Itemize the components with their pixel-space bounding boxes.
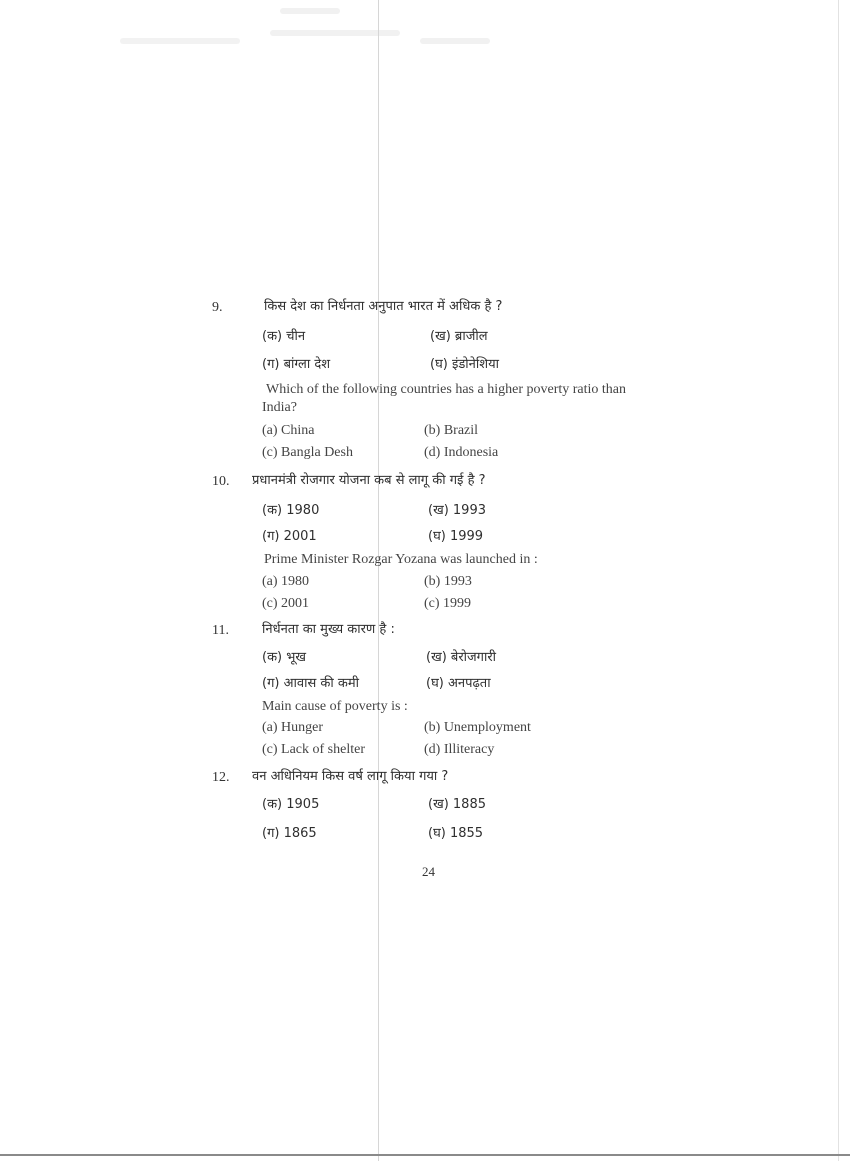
- hindi-option-c: (ग) 2001: [262, 529, 317, 544]
- english-option-a: (a) China: [262, 423, 315, 438]
- page-edge-right: [838, 0, 839, 1161]
- english-option-c: (c) Bangla Desh: [262, 445, 353, 460]
- english-question-line-1: Main cause of poverty is :: [262, 699, 408, 714]
- english-option-c: (c) 2001: [262, 596, 310, 611]
- english-option-b: (b) Unemployment: [424, 720, 531, 735]
- english-option-a: (a) Hunger: [262, 720, 324, 735]
- hindi-option-c: (ग) 1865: [262, 826, 317, 841]
- english-question-line-1: Which of the following countries has a higher poverty ratio than: [266, 382, 627, 397]
- hindi-question: प्रधानमंत्री रोजगार योजना कब से लागू की गई है ?: [252, 473, 486, 488]
- hindi-option-a: (क) चीन: [262, 329, 306, 344]
- hindi-option-a: (क) 1905: [262, 797, 320, 812]
- question-number: 9.: [212, 300, 223, 315]
- hindi-option-a: (क) भूख: [262, 650, 307, 665]
- hindi-option-c: (ग) बांग्ला देश: [262, 357, 331, 372]
- question-number: 11.: [212, 623, 229, 638]
- hindi-option-d: (घ) 1999: [428, 529, 484, 544]
- english-option-b: (b) 1993: [424, 574, 472, 589]
- page-edge-bottom: [0, 1154, 850, 1156]
- hindi-option-b: (ख) 1885: [428, 797, 486, 812]
- hindi-option-b: (ख) बेरोजगारी: [426, 650, 497, 665]
- english-option-d: (d) Indonesia: [424, 445, 499, 460]
- english-option-d: (c) 1999: [424, 596, 472, 611]
- question-number: 10.: [212, 474, 230, 489]
- english-option-c: (c) Lack of shelter: [262, 742, 365, 757]
- english-option-a: (a) 1980: [262, 574, 310, 589]
- english-option-d: (d) Illiteracy: [424, 742, 495, 757]
- bleed-through-marks: [120, 0, 500, 55]
- hindi-question: किस देश का निर्धनता अनुपात भारत में अधिक है ?: [264, 299, 503, 314]
- hindi-option-d: (घ) अनपढ़ता: [426, 676, 491, 691]
- hindi-option-d: (घ) इंडोनेशिया: [430, 357, 499, 372]
- hindi-question: वन अधिनियम किस वर्ष लागू किया गया ?: [252, 769, 449, 784]
- english-question-line-1: Prime Minister Rozgar Yozana was launched in :: [264, 552, 538, 567]
- hindi-option-b: (ख) ब्राजील: [430, 329, 488, 344]
- page-number: 24: [422, 864, 435, 879]
- hindi-question: निर्धनता का मुख्य कारण है :: [262, 622, 395, 637]
- question-number: 12.: [212, 770, 230, 785]
- english-option-b: (b) Brazil: [424, 423, 479, 438]
- hindi-option-b: (ख) 1993: [428, 503, 486, 518]
- page-fold-line: [378, 0, 379, 1161]
- hindi-option-a: (क) 1980: [262, 503, 320, 518]
- english-question-line-2: India?: [262, 400, 297, 415]
- hindi-option-d: (घ) 1855: [428, 826, 484, 841]
- hindi-option-c: (ग) आवास की कमी: [262, 676, 360, 691]
